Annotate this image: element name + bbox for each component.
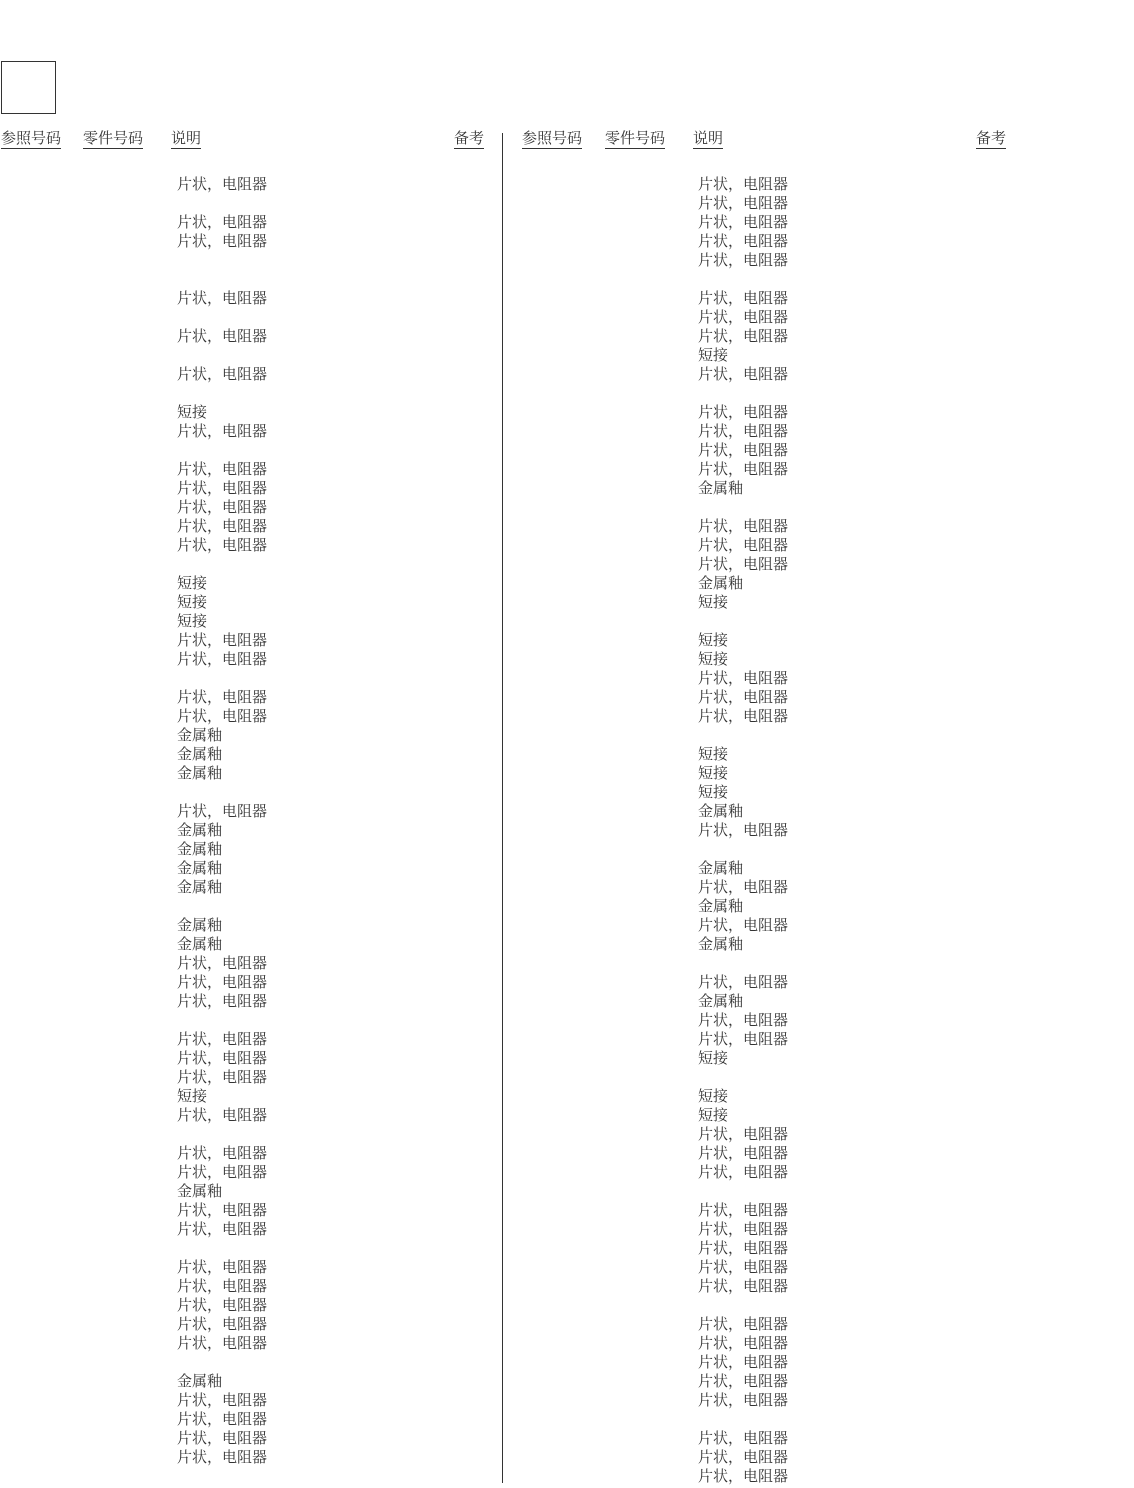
- description-row: [177, 308, 267, 327]
- description-row: 片状，电阻器: [177, 1315, 268, 1333]
- description-row: [698, 384, 788, 403]
- description-row: [698, 1182, 788, 1201]
- description-row: [177, 270, 267, 289]
- description-row: 片状，电阻器: [698, 365, 789, 383]
- description-row: 片状，电阻器: [698, 973, 789, 991]
- description-row: 金属釉: [698, 992, 744, 1010]
- description-row: 金属釉: [177, 764, 223, 782]
- description-row: 短接: [177, 403, 208, 421]
- header-part-left: 零件号码: [83, 129, 144, 147]
- description-row: 片状，电阻器: [698, 916, 789, 934]
- description-row: 片状，电阻器: [177, 631, 268, 649]
- description-row: 短接: [177, 1087, 208, 1105]
- description-row: [177, 251, 267, 270]
- description-row: 片状，电阻器: [177, 1068, 268, 1086]
- header-ref-left: 参照号码: [1, 129, 62, 147]
- description-row: [177, 897, 267, 916]
- description-row: 片状，电阻器: [698, 251, 789, 269]
- description-row: [698, 612, 788, 631]
- description-row: 片状，电阻器: [177, 1429, 268, 1447]
- description-row: 短接: [698, 1087, 729, 1105]
- description-row: 片状，电阻器: [698, 289, 789, 307]
- description-row: 短接: [698, 783, 729, 801]
- description-row: 片状，电阻器: [698, 555, 789, 573]
- description-row: 短接: [177, 593, 208, 611]
- description-row: 片状，电阻器: [698, 536, 789, 554]
- description-row: 片状，电阻器: [177, 1277, 268, 1295]
- description-row: 片状，电阻器: [698, 1125, 789, 1143]
- description-row: [177, 1239, 267, 1258]
- description-row: 片状，电阻器: [698, 1353, 789, 1371]
- description-row: 片状，电阻器: [698, 1467, 789, 1485]
- description-row: 片状，电阻器: [177, 213, 268, 231]
- description-row: 片状，电阻器: [698, 175, 789, 193]
- description-row: 片状，电阻器: [698, 308, 789, 326]
- description-row: [698, 840, 788, 859]
- header-ref-right: 参照号码: [522, 129, 583, 147]
- description-row: [177, 555, 267, 574]
- description-row: 片状，电阻器: [698, 1163, 789, 1181]
- description-row: 金属釉: [177, 840, 223, 858]
- description-row: 片状，电阻器: [177, 802, 268, 820]
- description-row: 片状，电阻器: [177, 1144, 268, 1162]
- description-row: 片状，电阻器: [698, 1030, 789, 1048]
- description-row: 片状，电阻器: [177, 1163, 268, 1181]
- description-row: 片状，电阻器: [177, 536, 268, 554]
- description-row: 金属釉: [177, 821, 223, 839]
- description-row: 金属釉: [698, 897, 744, 915]
- description-row: [698, 1068, 788, 1087]
- description-row: 片状，电阻器: [698, 422, 789, 440]
- description-row: 短接: [698, 1049, 729, 1067]
- header-remark-left: 备考: [454, 129, 485, 147]
- description-row: 短接: [698, 631, 729, 649]
- description-row: 片状，电阻器: [177, 707, 268, 725]
- description-row: 片状，电阻器: [177, 1296, 268, 1314]
- description-row: 金属釉: [698, 935, 744, 953]
- description-row: 片状，电阻器: [177, 1106, 268, 1124]
- description-row: 片状，电阻器: [698, 1277, 789, 1295]
- description-row: 片状，电阻器: [698, 1372, 789, 1390]
- description-row: [698, 270, 788, 289]
- description-row: [177, 441, 267, 460]
- description-row: 片状，电阻器: [177, 1448, 268, 1466]
- description-row: 片状，电阻器: [177, 1030, 268, 1048]
- description-row: 片状，电阻器: [698, 517, 789, 535]
- description-row: 片状，电阻器: [177, 498, 268, 516]
- description-row: 金属釉: [177, 1372, 223, 1390]
- description-row: 片状，电阻器: [698, 1448, 789, 1466]
- description-row: [177, 1125, 267, 1144]
- description-row: 片状，电阻器: [177, 460, 268, 478]
- description-row: 片状，电阻器: [177, 1334, 268, 1352]
- description-row: 短接: [177, 574, 208, 592]
- description-row: 片状，电阻器: [177, 954, 268, 972]
- header-desc-right: 说明: [693, 129, 724, 147]
- description-row: 短接: [698, 346, 729, 364]
- description-row: 片状，电阻器: [698, 232, 789, 250]
- description-row: 片状，电阻器: [698, 688, 789, 706]
- description-row: 片状，电阻器: [698, 403, 789, 421]
- description-row: 金属釉: [177, 745, 223, 763]
- description-row: [698, 954, 788, 973]
- description-row: 片状，电阻器: [177, 517, 268, 535]
- description-row: 金属釉: [698, 574, 744, 592]
- description-row: 短接: [698, 650, 729, 668]
- header-part-right: 零件号码: [605, 129, 666, 147]
- description-row: 片状，电阻器: [177, 992, 268, 1010]
- description-row: 片状，电阻器: [177, 973, 268, 991]
- description-row: 片状，电阻器: [698, 1144, 789, 1162]
- description-row: 金属釉: [177, 1182, 223, 1200]
- description-row: 片状，电阻器: [698, 878, 789, 896]
- description-row: 片状，电阻器: [698, 213, 789, 231]
- description-row: 短接: [698, 593, 729, 611]
- description-row: 片状，电阻器: [698, 1429, 789, 1447]
- description-row: 片状，电阻器: [698, 669, 789, 687]
- header-remark-right: 备考: [976, 129, 1007, 147]
- description-row: [177, 1353, 267, 1372]
- description-row: [177, 194, 267, 213]
- description-row: 片状，电阻器: [698, 1334, 789, 1352]
- description-row: 片状，电阻器: [177, 1410, 268, 1428]
- description-row: 短接: [698, 764, 729, 782]
- description-row: 片状，电阻器: [698, 1258, 789, 1276]
- description-row: [177, 384, 267, 403]
- description-row: [177, 1011, 267, 1030]
- description-row: 片状，电阻器: [698, 1220, 789, 1238]
- description-row: 片状，电阻器: [177, 1220, 268, 1238]
- description-row: 片状，电阻器: [177, 422, 268, 440]
- description-row: 片状，电阻器: [698, 1391, 789, 1409]
- description-row: 片状，电阻器: [698, 327, 789, 345]
- description-row: 片状，电阻器: [177, 1391, 268, 1409]
- description-row: 短接: [698, 745, 729, 763]
- description-row: 金属釉: [177, 859, 223, 877]
- description-row: 片状，电阻器: [698, 1315, 789, 1333]
- description-row: [177, 669, 267, 688]
- description-row: 片状，电阻器: [698, 194, 789, 212]
- right-description-list: [698, 175, 788, 1486]
- description-row: 片状，电阻器: [177, 289, 268, 307]
- description-row: 片状，电阻器: [177, 479, 268, 497]
- description-row: 片状，电阻器: [177, 1201, 268, 1219]
- description-row: 短接: [177, 612, 208, 630]
- description-row: 片状，电阻器: [698, 1011, 789, 1029]
- description-row: 片状，电阻器: [698, 441, 789, 459]
- description-row: 片状，电阻器: [698, 1201, 789, 1219]
- description-row: 片状，电阻器: [177, 175, 268, 193]
- description-row: [698, 1410, 788, 1429]
- description-row: 片状，电阻器: [177, 1258, 268, 1276]
- description-row: 片状，电阻器: [177, 232, 268, 250]
- description-row: 金属釉: [698, 802, 744, 820]
- description-row: [698, 726, 788, 745]
- description-row: 片状，电阻器: [177, 327, 268, 345]
- description-row: 金属釉: [698, 859, 744, 877]
- left-description-list: [177, 175, 267, 1467]
- description-row: 片状，电阻器: [177, 688, 268, 706]
- description-row: 片状，电阻器: [698, 821, 789, 839]
- description-row: [177, 783, 267, 802]
- description-row: 片状，电阻器: [177, 365, 268, 383]
- description-row: 片状，电阻器: [698, 460, 789, 478]
- empty-box: [1, 61, 56, 114]
- description-row: 片状，电阻器: [177, 650, 268, 668]
- description-row: 片状，电阻器: [698, 1239, 789, 1257]
- description-row: 金属釉: [177, 878, 223, 896]
- description-row: 金属釉: [177, 726, 223, 744]
- column-divider: [502, 133, 503, 1483]
- description-row: 片状，电阻器: [177, 1049, 268, 1067]
- description-row: 短接: [698, 1106, 729, 1124]
- description-row: 片状，电阻器: [698, 707, 789, 725]
- description-row: [698, 498, 788, 517]
- description-row: 金属釉: [698, 479, 744, 497]
- description-row: [698, 1296, 788, 1315]
- header-desc-left: 说明: [171, 129, 202, 147]
- description-row: 金属釉: [177, 916, 223, 934]
- description-row: 金属釉: [177, 935, 223, 953]
- description-row: [177, 346, 267, 365]
